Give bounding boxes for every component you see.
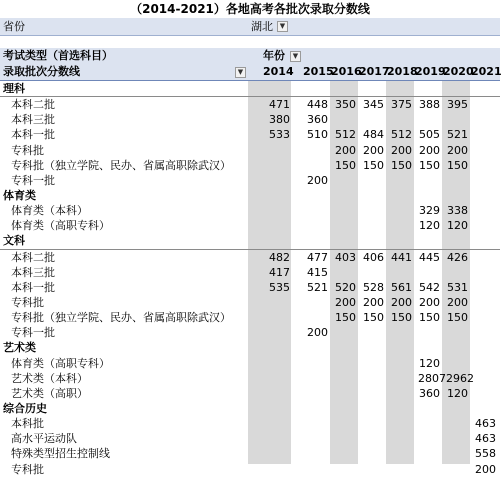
table-row [0, 143, 500, 158]
score-cell[interactable]: 200 [391, 143, 412, 157]
score-cell[interactable]: 375 [391, 98, 412, 112]
year-header: 2014 [263, 65, 294, 78]
score-cell[interactable]: 120 [419, 219, 440, 233]
table-row [0, 203, 500, 218]
score-cell[interactable]: 395 [447, 98, 468, 112]
group-row [0, 340, 500, 355]
score-cell[interactable]: 200 [391, 295, 412, 309]
province-filter-row [0, 18, 500, 36]
group-label[interactable]: 理科 [3, 82, 25, 95]
row-label[interactable]: 特殊类型招生控制线 [11, 447, 110, 461]
table-row [0, 356, 500, 371]
score-cell[interactable]: 150 [391, 311, 412, 325]
score-cell[interactable]: 463 [475, 432, 496, 446]
table-row [0, 158, 500, 173]
score-cell[interactable]: 406 [363, 250, 384, 264]
year-header: 2017 [359, 65, 390, 78]
score-cell[interactable]: 528 [363, 280, 384, 294]
score-cell[interactable]: 150 [363, 158, 384, 172]
score-cell[interactable]: 200 [447, 295, 468, 309]
score-cell[interactable]: 542 [419, 280, 440, 294]
row-label[interactable]: 专科批（独立学院、民办、省属高职除武汉） [11, 158, 231, 172]
score-cell[interactable]: 388 [419, 98, 440, 112]
score-cell[interactable]: 150 [335, 158, 356, 172]
score-cell[interactable]: 200 [307, 173, 328, 187]
row-label[interactable]: 体育类（本科） [11, 204, 88, 218]
year-header: 2019 [415, 65, 446, 78]
table-row [0, 310, 500, 325]
score-cell[interactable]: 360 [419, 386, 440, 400]
group-label[interactable]: 综合历史 [3, 401, 47, 415]
score-cell[interactable]: 415 [307, 265, 328, 279]
row-label[interactable]: 艺术类（本科） [11, 371, 88, 385]
row-label[interactable]: 本科三批 [11, 265, 55, 279]
year-header: 2018 [387, 65, 418, 78]
score-cell[interactable]: 150 [363, 311, 384, 325]
score-cell[interactable]: 200 [363, 143, 384, 157]
score-cell[interactable]: 200 [419, 143, 440, 157]
score-cell[interactable]: 417 [269, 265, 290, 279]
score-cell[interactable]: 150 [447, 311, 468, 325]
table-row [0, 280, 500, 295]
group-row [0, 188, 500, 203]
row-label[interactable]: 专科一批 [11, 326, 55, 340]
table-row [0, 295, 500, 310]
pivot-body [0, 81, 500, 477]
batch-filter-dropdown-icon[interactable]: ▼ [235, 67, 246, 78]
table-row [0, 173, 500, 188]
score-cell[interactable]: 120 [447, 219, 468, 233]
score-cell[interactable]: 521 [447, 128, 468, 142]
score-cell[interactable]: 531 [447, 280, 468, 294]
table-row [0, 446, 500, 461]
score-cell[interactable]: 463 [475, 417, 496, 431]
score-cell[interactable]: 426 [447, 250, 468, 264]
score-cell[interactable]: 520 [335, 280, 356, 294]
pivot-header-row-2 [0, 64, 500, 81]
score-cell[interactable]: 120 [447, 386, 468, 400]
sheet-title: （2014-2021）各地高考各批次录取分数线 [0, 0, 500, 18]
score-cell[interactable]: 345 [363, 98, 384, 112]
score-cell[interactable]: 200 [307, 326, 328, 340]
score-cell[interactable]: 484 [363, 128, 384, 142]
score-cell[interactable]: 150 [391, 158, 412, 172]
blank-row [0, 36, 500, 48]
score-cell[interactable]: 200 [363, 295, 384, 309]
row-label[interactable]: 本科二批 [11, 250, 55, 264]
row-label[interactable]: 本科三批 [11, 113, 55, 127]
year-header: 2015 [303, 65, 334, 78]
score-cell[interactable]: 200 [419, 295, 440, 309]
score-cell[interactable]: 150 [335, 311, 356, 325]
row-label[interactable]: 本科一批 [11, 128, 55, 142]
table-row [0, 249, 500, 265]
province-filter-label: 省份 [3, 20, 25, 33]
score-cell[interactable]: 482 [269, 250, 290, 264]
table-row [0, 462, 500, 477]
table-row [0, 371, 500, 386]
group-row [0, 233, 500, 248]
score-cell[interactable]: 350 [335, 98, 356, 112]
row-label[interactable]: 本科批 [11, 417, 44, 431]
score-cell[interactable]: 510 [307, 128, 328, 142]
year-header: 2021 [471, 65, 502, 78]
score-cell[interactable]: 360 [307, 113, 328, 127]
score-cell[interactable]: 448 [307, 98, 328, 112]
score-cell[interactable]: 403 [335, 250, 356, 264]
batch-field-label: 录取批次分数线 [3, 65, 80, 78]
group-label[interactable]: 体育类 [3, 188, 36, 202]
year-field-label: 年份 [263, 49, 285, 62]
exam-type-field-label: 考试类型（首选科目） [3, 49, 113, 62]
row-label[interactable]: 体育类（高职专科） [11, 219, 110, 233]
table-row [0, 431, 500, 446]
score-cell[interactable]: 150 [419, 311, 440, 325]
table-row [0, 218, 500, 233]
year-filter-dropdown-icon[interactable]: ▼ [290, 51, 301, 62]
table-row [0, 265, 500, 280]
row-label[interactable]: 艺术类（高职） [11, 386, 88, 400]
score-cell[interactable]: 505 [419, 128, 440, 142]
table-row [0, 112, 500, 127]
score-cell[interactable]: 521 [307, 280, 328, 294]
score-cell[interactable]: 380 [269, 113, 290, 127]
row-label[interactable]: 高水平运动队 [11, 432, 77, 446]
row-label[interactable]: 专科批 [11, 143, 44, 157]
table-row [0, 96, 500, 112]
score-cell[interactable]: 200 [475, 462, 496, 476]
score-cell[interactable]: 561 [391, 280, 412, 294]
province-filter-dropdown-icon[interactable]: ▼ [277, 21, 288, 32]
score-cell[interactable]: 512 [391, 128, 412, 142]
row-label[interactable]: 专科批 [11, 295, 44, 309]
province-filter-value[interactable]: 湖北 [251, 20, 273, 33]
group-label[interactable]: 文科 [3, 234, 25, 248]
row-label[interactable]: 体育类（高职专科） [11, 356, 110, 370]
score-cell[interactable]: 2807 [418, 371, 446, 385]
group-label[interactable]: 艺术类 [3, 341, 36, 355]
row-label[interactable]: 专科一批 [11, 173, 55, 187]
score-cell[interactable]: 535 [269, 280, 290, 294]
score-cell[interactable]: 533 [269, 128, 290, 142]
score-cell[interactable]: 200 [447, 143, 468, 157]
score-cell[interactable]: 471 [269, 98, 290, 112]
score-cell[interactable]: 338 [447, 204, 468, 218]
group-row [0, 81, 500, 96]
score-cell[interactable]: 150 [419, 158, 440, 172]
group-row [0, 401, 500, 416]
row-label[interactable]: 本科一批 [11, 280, 55, 294]
score-cell[interactable]: 441 [391, 250, 412, 264]
row-label[interactable]: 本科二批 [11, 98, 55, 112]
year-header: 2020 [443, 65, 474, 78]
score-cell[interactable]: 200 [335, 295, 356, 309]
year-header: 2016 [331, 65, 362, 78]
table-row [0, 325, 500, 340]
score-cell[interactable]: 120 [419, 356, 440, 370]
row-label[interactable]: 专科批（独立学院、民办、省属高职除武汉） [11, 311, 231, 325]
score-cell[interactable]: 200 [335, 143, 356, 157]
score-cell[interactable]: 150 [447, 158, 468, 172]
pivot-header-row-1 [0, 48, 500, 64]
score-cell[interactable]: 477 [307, 250, 328, 264]
table-row [0, 416, 500, 431]
table-row [0, 386, 500, 401]
score-cell[interactable]: 445 [419, 250, 440, 264]
score-cell[interactable]: 329 [419, 204, 440, 218]
score-cell[interactable]: 2962 [446, 371, 474, 385]
score-cell[interactable]: 558 [475, 447, 496, 461]
row-label[interactable]: 专科批 [11, 462, 44, 476]
score-cell[interactable]: 512 [335, 128, 356, 142]
table-row [0, 127, 500, 142]
